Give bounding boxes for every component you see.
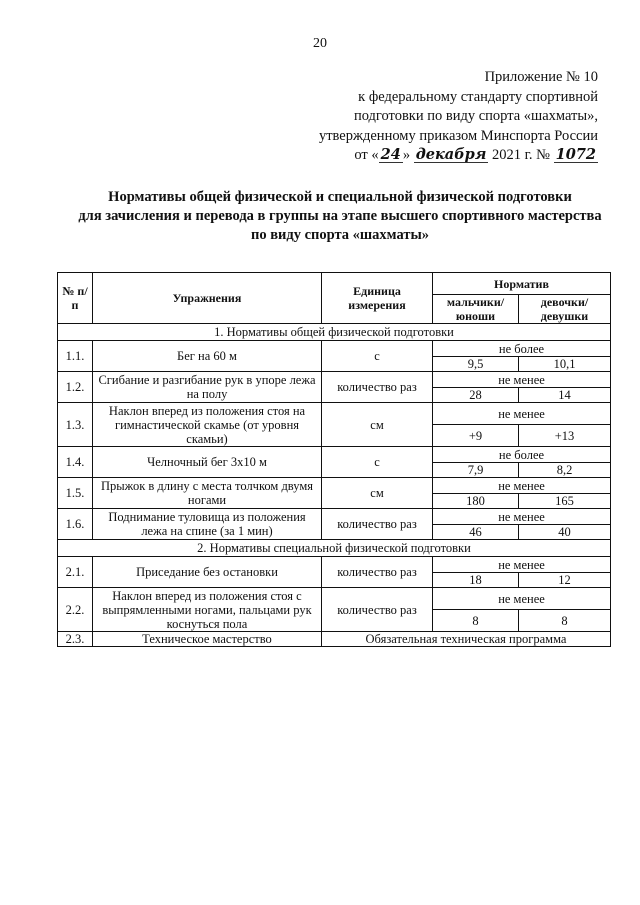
row-qualifier: не более: [433, 447, 611, 463]
appendix-header: [298, 68, 598, 166]
row-boys-value: 28: [433, 388, 519, 403]
page-number: 20: [313, 36, 327, 51]
title-line-2: для зачисления и перевода в группы на этапе высшего спортивного мастерства: [78, 208, 602, 224]
handwritten-month: декабря: [415, 146, 487, 163]
row-boys-value: 9,5: [433, 357, 519, 372]
row-number: 1.4.: [58, 447, 93, 478]
header-exercise: Упражнения: [93, 273, 322, 324]
appendix-date-line: [298, 146, 598, 166]
row-qualifier: не менее: [433, 509, 611, 525]
appendix-line-3: подготовки по виду спорта «шахматы»,: [353, 108, 598, 124]
row-unit: см: [322, 403, 433, 447]
row-qualifier: не более: [433, 341, 611, 357]
row-qualifier: не менее: [433, 372, 611, 388]
row-unit: количество раз: [322, 372, 433, 403]
row-qualifier: не менее: [433, 588, 611, 610]
row-number: 1.6.: [58, 509, 93, 540]
row-boys-value: 8: [433, 610, 519, 632]
row-number: 2.3.: [58, 632, 93, 647]
row-girls-value: 8,2: [519, 463, 611, 478]
row-exercise: Челночный бег 3х10 м: [93, 447, 322, 478]
row-exercise: Техническое мастерство: [93, 632, 322, 647]
row-girls-value: 8: [519, 610, 611, 632]
row-number: 2.2.: [58, 588, 93, 632]
row-unit: количество раз: [322, 588, 433, 632]
row-exercise: Сгибание и разгибание рук в упоре лежа на полу: [93, 372, 322, 403]
date-year: 2021 г. №: [491, 147, 551, 163]
header-unit: Единица измерения: [322, 273, 433, 324]
row-merged-norm: Обязательная техническая программа: [322, 632, 611, 647]
header-norm: Норматив: [433, 273, 611, 295]
row-number: 1.5.: [58, 478, 93, 509]
row-qualifier: не менее: [433, 403, 611, 425]
row-girls-value: 10,1: [519, 357, 611, 372]
table-row: [58, 588, 611, 610]
table-row: [58, 372, 611, 388]
handwritten-order-number: 1072: [555, 146, 596, 163]
table-row: [58, 557, 611, 573]
row-unit: с: [322, 447, 433, 478]
row-exercise: Наклон вперед из положения стоя на гимнастической скамье (от уровня скамьи): [93, 403, 322, 447]
title-line-1: Нормативы общей физической и специальной физической подготовки: [108, 189, 572, 205]
row-qualifier: не менее: [433, 478, 611, 494]
row-unit: количество раз: [322, 509, 433, 540]
table-row: [58, 447, 611, 463]
row-girls-value: 40: [519, 525, 611, 540]
row-number: 1.1.: [58, 341, 93, 372]
header-num: № п/п: [58, 273, 93, 324]
row-unit: количество раз: [322, 557, 433, 588]
title-line-3: по виду спорта «шахматы»: [250, 227, 430, 243]
row-exercise: Наклон вперед из положения стоя с выпрямленными ногами, пальцами рук коснуться пола: [93, 588, 322, 632]
date-mid: »: [402, 147, 411, 163]
section-row: [58, 540, 611, 557]
row-exercise: Прыжок в длину с места толчком двумя ногами: [93, 478, 322, 509]
row-boys-value: 46: [433, 525, 519, 540]
row-unit: см: [322, 478, 433, 509]
section-1-heading: 1. Нормативы общей физической подготовки: [58, 324, 611, 341]
row-exercise: Бег на 60 м: [93, 341, 322, 372]
row-number: 1.3.: [58, 403, 93, 447]
row-girls-value: 165: [519, 494, 611, 509]
header-boys: мальчики/ юноши: [433, 295, 519, 324]
appendix-line-4: утвержденному приказом Минспорта России: [318, 127, 598, 144]
table-row: [58, 341, 611, 357]
table-row: [58, 632, 611, 647]
row-boys-value: 7,9: [433, 463, 519, 478]
header-girls: девочки/ девушки: [519, 295, 611, 324]
row-boys-value: 180: [433, 494, 519, 509]
appendix-title: Приложение № 10: [484, 69, 598, 85]
table-row: [58, 509, 611, 525]
row-girls-value: +13: [519, 425, 611, 447]
row-boys-value: +9: [433, 425, 519, 447]
row-exercise: Приседание без остановки: [93, 557, 322, 588]
row-number: 2.1.: [58, 557, 93, 588]
row-exercise: Поднимание туловища из положения лежа на спине (за 1 мин): [93, 509, 322, 540]
section-2-heading: 2. Нормативы специальной физической подготовки: [58, 540, 611, 557]
table-row: [58, 403, 611, 425]
row-girls-value: 12: [519, 573, 611, 588]
norms-table: [57, 272, 611, 647]
handwritten-day: 24: [380, 146, 401, 163]
appendix-line-2: к федеральному стандарту спортивной: [358, 88, 598, 105]
row-unit: с: [322, 341, 433, 372]
table-row: [58, 478, 611, 494]
row-number: 1.2.: [58, 372, 93, 403]
date-prefix: от «: [354, 147, 379, 163]
document-title: [40, 188, 640, 245]
row-boys-value: 18: [433, 573, 519, 588]
row-qualifier: не менее: [433, 557, 611, 573]
row-girls-value: 14: [519, 388, 611, 403]
